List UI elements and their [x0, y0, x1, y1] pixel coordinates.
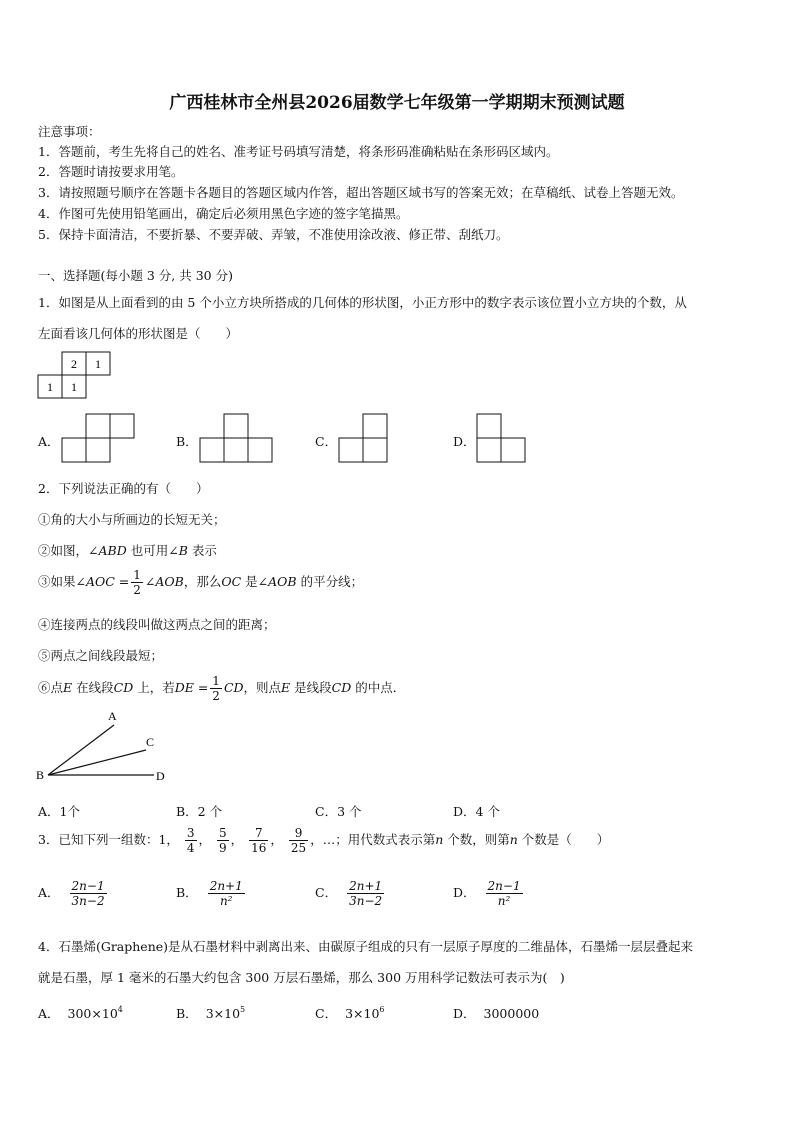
q2-statement-1: ①角的大小与所画边的长短无关；: [38, 512, 226, 527]
section-heading: 一、选择题(每小题 3 分, 共 30 分): [38, 268, 233, 283]
q2-statement-3: ③如果∠AOC = $\frac{1}{2}$ ∠AOB，那么OC 是∠AOB 的平分线；: [38, 568, 364, 597]
fraction: $\frac{7}{16}$: [251, 826, 267, 855]
q2-statement-6: ⑥点E 在线段CD 上，若DE = $\frac{1}{2}$ CD，则点E 是线段CD 的中点．: [38, 674, 406, 703]
q3-option-c: C． $\frac{2n+1}{3n-2}$: [315, 879, 383, 908]
point-label: D: [156, 769, 165, 783]
q1-option-a: A．: [38, 434, 60, 449]
q3-stem: 3．已知下列一组数：1， $\frac{3}{4}$ ， $\frac{5}{9}$ ， $\frac{7}{16}$ ， $\frac{9}{25}$ ，…；用代数式表示第n 个数，则第n 个数是（ ）: [38, 826, 610, 855]
point-label: C: [146, 735, 155, 749]
point-label: B: [36, 768, 45, 782]
notice-item: 4．作图可先使用铅笔画出，确定后必须用黑色字迹的签字笔描黑。: [38, 206, 409, 221]
q1-option-a-figure: [62, 413, 142, 465]
q1-option-c: C．: [315, 434, 338, 449]
fraction: $\frac{5}{9}$: [219, 826, 227, 855]
q4-option-a: A． $300\times 10^4$: [38, 1005, 123, 1021]
q1-option-b-figure: [200, 413, 280, 465]
q1-top-view-grid: [38, 351, 118, 401]
q3-option-b: B． $\frac{2n+1}{\text{n²}}$: [176, 879, 243, 908]
q2-option-c: C．3 个: [315, 804, 362, 819]
q3-option-a: A． $\frac{2n-1}{3n-2}$: [38, 879, 105, 908]
q1-option-c-figure: [339, 413, 399, 465]
q1-option-d: D．: [453, 434, 476, 449]
fraction: $\frac{1}{2}$: [133, 568, 141, 597]
q2-stem: 2．下列说法正确的有（ ）: [38, 481, 209, 496]
notice-heading: 注意事项：: [38, 124, 101, 139]
q2-statement-5: ⑤两点之间线段最短；: [38, 648, 164, 663]
q2-statement-2: ②如图，∠ABD 也可用∠B 表示: [38, 543, 217, 558]
grid-cell-value: 1: [47, 380, 53, 394]
q1-stem-line2: 左面看该几何体的形状图是（ ）: [38, 326, 239, 341]
q2-option-d: D．4 个: [453, 804, 500, 819]
notice-item: 5．保持卡面清洁，不要折暴、不要弄破、弄皱，不准使用涂改液、修正带、刮纸刀。: [38, 227, 509, 242]
q4-option-c: C． $3\times 10^6$: [315, 1005, 385, 1021]
q2-statement-4: ④连接两点的线段叫做这两点之间的距离；: [38, 617, 276, 632]
notice-item: 3．请按照题号顺序在答题卡各题目的答题区域内作答，超出答题区域书写的答案无效；在草稿纸、试卷上答题无效。: [38, 185, 684, 200]
q2-angle-figure: [36, 708, 176, 788]
q1-stem-line1: 1．如图是从上面看到的由 5 个小立方块所搭成的几何体的形状图，小正方形中的数字表示该位置小立方块的个数，从: [38, 295, 687, 310]
notice-item: 2．答题时请按要求用笔。: [38, 164, 184, 179]
fraction: $\frac{1}{2}$: [212, 674, 220, 703]
page-title: 广西桂林市全州县2026届数学七年级第一学期期末预测试题: [169, 93, 625, 113]
q4-stem-line2: 就是石墨，厚 1 毫米的石墨大约包含 300 万层石墨烯，那么 300 万用科学记数法可表示为( ): [38, 970, 565, 985]
q4-option-b: B． $3\times 10^5$: [176, 1005, 246, 1021]
q2-option-a: A．1个: [38, 804, 80, 819]
q4-option-d: D． 3000000: [453, 1006, 540, 1021]
grid-cell-value: 1: [95, 357, 101, 371]
fraction: $\frac{9}{25}$: [290, 826, 307, 855]
q4-stem-line1: 4．石墨烯(Graphene)是从石墨材料中剥离出来、由碳原子组成的只有一层原子厚度的二维晶体，石墨烯一层层叠起来: [38, 939, 694, 954]
point-label: A: [108, 709, 117, 723]
q1-option-b: B．: [176, 434, 198, 449]
notice-item: 1．答题前，考生先将自己的姓名、准考证号码填写清楚，将条形码准确粘贴在条形码区域内。: [38, 144, 559, 159]
grid-cell-value: 2: [71, 357, 77, 371]
q3-option-d: D． $\frac{2n-1}{\text{n²}}$: [453, 879, 521, 908]
q1-option-d-figure: [477, 413, 537, 465]
grid-cell-value: 1: [71, 380, 77, 394]
fraction: $\frac{3}{4}$: [186, 826, 195, 855]
q2-option-b: B．2 个: [176, 804, 223, 819]
